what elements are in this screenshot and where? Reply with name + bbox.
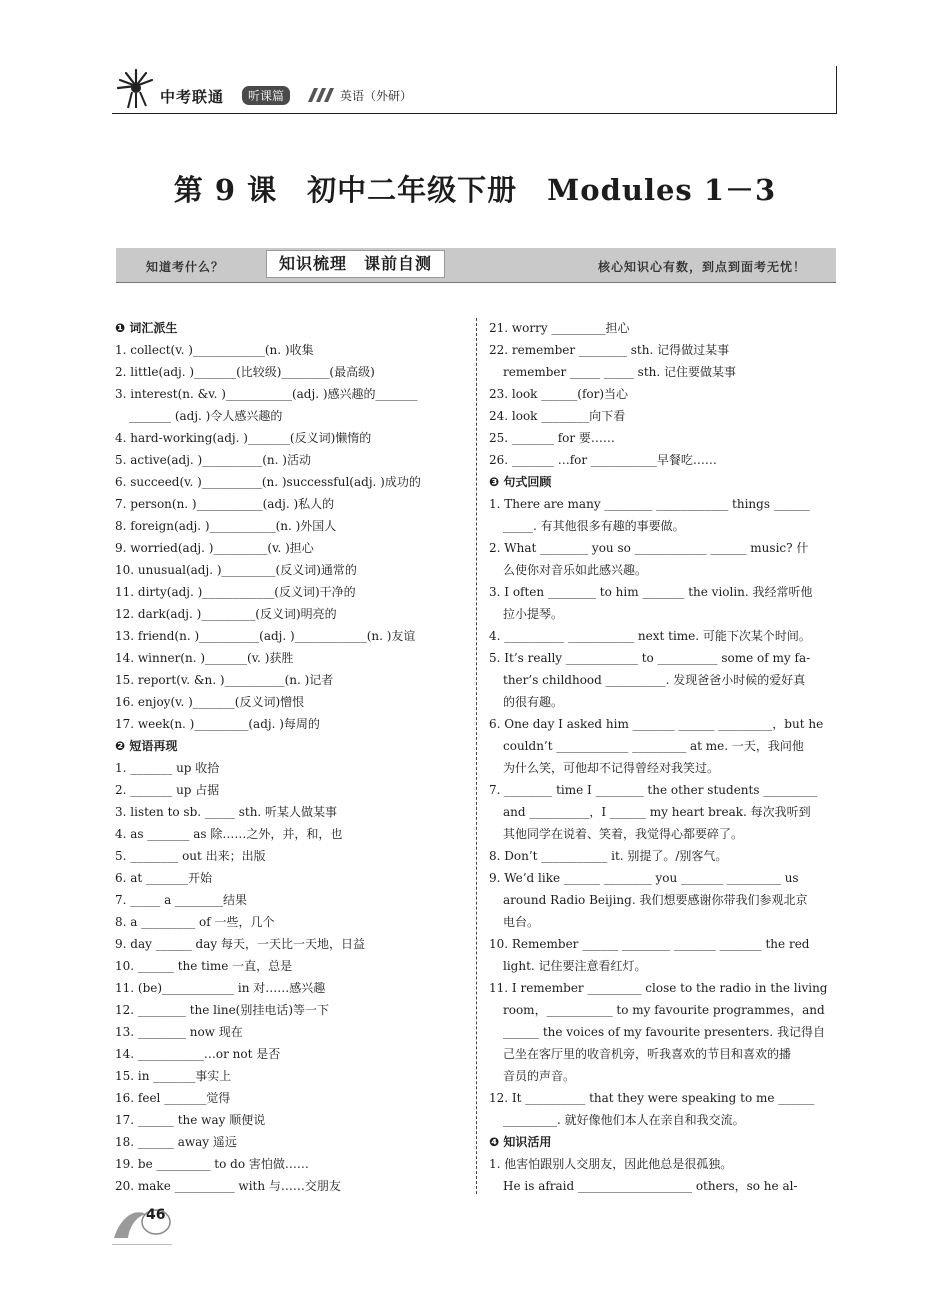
exercise-line: 5. ________ out 出来；出版	[115, 849, 266, 863]
exercise-line: _________. 就好像他们本人在亲自和我交流。	[503, 1113, 745, 1127]
exercise-line: 8. Don’t ___________ it. 别提了。/别客气。	[489, 849, 728, 863]
exercise-line: remember _____ _____ sth. 记住要做某事	[503, 365, 736, 379]
exercise-line: 9. We’d like ______ ________ you _______ _________ us	[489, 871, 799, 885]
exercise-line: 5. active(adj. )__________(n. )活动	[115, 453, 311, 467]
exercise-line: 的很有趣。	[503, 695, 564, 709]
exercise-line: 么使你对音乐如此感兴趣。	[503, 563, 648, 577]
exercise-line: 3. I often ________ to him _______ the violin. 我经常听他	[489, 585, 813, 599]
brand-name: 中考联通	[160, 88, 225, 106]
exercise-line: 11. I remember _________ close to the radio in the living	[489, 981, 828, 995]
page-number: 46	[146, 1207, 166, 1223]
header-rule	[112, 113, 837, 114]
exercise-line: 23. look ______(for)当心	[489, 387, 629, 401]
exercise-line: 3. listen to sb. _____ sth. 听某人做某事	[115, 805, 338, 819]
exercise-line: 10. unusual(adj. )_________(反义词)通常的	[115, 563, 357, 577]
exercise-line: 6. One day I asked him _______ ______ _________，but he	[489, 717, 824, 731]
exercise-line: 19. be _________ to do 害怕做……	[115, 1157, 309, 1171]
exercise-line: 14. ___________…or not 是否	[115, 1047, 281, 1061]
exercise-line: 1. collect(v. )____________(n. )收集	[115, 343, 314, 357]
exercise-line: He is afraid ___________________ others，so he al-	[503, 1179, 798, 1193]
banner-right-text: 核心知识心有数，到点到面考无忧！	[597, 260, 806, 274]
exercise-line: around Radio Beijing. 我们想要感谢你带我们参观北京	[503, 893, 808, 907]
banner-center-title: 知识梳理 课前自测	[266, 250, 445, 278]
exercise-line: 21. worry _________担心	[489, 321, 630, 335]
exercise-line: 17. week(n. )_________(adj. )每周的	[115, 717, 320, 731]
exercise-line: 8. a _________ of 一些，几个	[115, 915, 275, 929]
exercise-line: 11. (be)____________ in 对……感兴趣	[115, 981, 326, 995]
exercise-line: room，___________ to my favourite programmes，and	[503, 1003, 825, 1017]
exercise-line: 20. make __________ with 与……交朋友	[115, 1179, 341, 1193]
exercise-line: couldn’t ____________ _________ at me. 一天，我问他	[503, 739, 804, 753]
banner-left-text: 知道考什么？	[146, 260, 225, 274]
exercise-line: 10. Remember ______ ________ _______ _______ the red	[489, 937, 810, 951]
exercise-line: 电台。	[503, 915, 540, 929]
subject-label: 英语（外研）	[340, 89, 413, 103]
exercise-line: 2. _______ up 占据	[115, 783, 220, 797]
logo-icon	[112, 66, 160, 112]
section-heading: ❹ 知识活用	[489, 1135, 552, 1149]
exercise-line: 其他同学在说着、笑着，我觉得心都要碎了。	[503, 827, 744, 841]
exercise-line: 11. dirty(adj. )____________(反义词)干净的	[115, 585, 356, 599]
exercise-line: 2. What ________ you so ____________ ______ music? 什	[489, 541, 809, 555]
section-heading: ❶ 词汇派生	[115, 321, 178, 335]
exercise-line: 25. _______ for 要……	[489, 431, 615, 445]
exercise-line: 16. enjoy(v. )_______(反义词)憎恨	[115, 695, 305, 709]
exercise-line: 5. It’s really ____________ to __________ some of my fa-	[489, 651, 811, 665]
exercise-line: 为什么笑，可他却不记得曾经对我笑过。	[503, 761, 720, 775]
exercise-line: 2. little(adj. )_______(比较级)________(最高级)	[115, 365, 375, 379]
exercise-line: 12. ________ the line(别挂电话)等一下	[115, 1003, 330, 1017]
exercise-line: 1. 他害怕跟别人交朋友，因此他总是很孤独。	[489, 1157, 733, 1171]
footer-rule	[112, 1244, 172, 1245]
exercise-line: 4. __________ ___________ next time. 可能下次某个时间。	[489, 629, 811, 643]
exercise-line: 音员的声音。	[503, 1069, 576, 1083]
exercise-line: 13. friend(n. )__________(adj. )____________(n. )友谊	[115, 629, 416, 643]
exercise-line: 3. interest(n. &v. )___________(adj. )感兴趣的_______	[115, 387, 418, 401]
exercise-line: 7. person(n. )___________(adj. )私人的	[115, 497, 335, 511]
exercise-line: 16. feel _______觉得	[115, 1091, 231, 1105]
exercise-line: 9. day ______ day 每天，一天比一天地，日益	[115, 937, 365, 951]
section-heading: ❷ 短语再现	[115, 739, 178, 753]
exercise-line: 7. ________ time I ________ the other students _________	[489, 783, 818, 797]
exercise-line: 12. dark(adj. )_________(反义词)明亮的	[115, 607, 337, 621]
page-title: 第 9 课 初中二年级下册 Modules 1－3	[173, 173, 777, 207]
exercise-line: 6. at _______开始	[115, 871, 213, 885]
stripes-icon	[304, 88, 334, 102]
exercise-line: ther’s childhood __________. 发现爸爸小时候的爱好真	[503, 673, 806, 687]
exercise-line: ______ the voices of my favourite presenters. 我记得自	[503, 1025, 825, 1039]
exercise-line: 24. look ________向下看	[489, 409, 626, 423]
exercise-line: 26. _______ …for ___________早餐吃……	[489, 453, 717, 467]
section-banner	[116, 248, 836, 283]
left-column	[115, 317, 465, 1197]
exercise-line: 1. There are many ________ ____________ things ______	[489, 497, 810, 511]
right-column	[489, 317, 838, 1197]
exercise-line: 1. _______ up 收拾	[115, 761, 220, 775]
exercise-line: 拉小提琴。	[503, 607, 564, 621]
exercise-line: 己坐在客厅里的收音机旁，听我喜欢的节目和喜欢的播	[503, 1047, 792, 1061]
exercise-line: _______ (adj. )令人感兴趣的	[129, 409, 283, 423]
header-vertical-rule	[836, 66, 837, 114]
exercise-line: light. 记住要注意看红灯。	[503, 959, 647, 973]
section-heading: ❸ 句式回顾	[489, 475, 552, 489]
exercise-line: 10. ______ the time 一直，总是	[115, 959, 293, 973]
exercise-line: 12. It __________ that they were speaking to me ______	[489, 1091, 815, 1105]
exercise-line: _____. 有其他很多有趣的事要做。	[503, 519, 685, 533]
page-header	[112, 66, 837, 114]
exercise-line: 15. report(v. &n. )__________(n. )记者	[115, 673, 334, 687]
exercise-line: 18. ______ away 遥远	[115, 1135, 237, 1149]
exercise-line: 9. worried(adj. )_________(v. )担心	[115, 541, 314, 555]
exercise-line: 6. succeed(v. )__________(n. )successful(adj. )成功的	[115, 475, 421, 489]
exercise-line: 4. as _______ as 除……之外，并，和，也	[115, 827, 343, 841]
exercise-line: 15. in _______事实上	[115, 1069, 232, 1083]
exercise-line: 7. _____ a ________结果	[115, 893, 248, 907]
column-divider	[476, 318, 477, 1194]
exercise-line: 22. remember ________ sth. 记得做过某事	[489, 343, 730, 357]
exercise-line: 17. ______ the way 顺便说	[115, 1113, 266, 1127]
exercise-line: and __________，I ______ my heart break. 每次我听到	[503, 805, 811, 819]
exercise-line: 8. foreign(adj. )___________(n. )外国人	[115, 519, 337, 533]
exercise-line: 13. ________ now 现在	[115, 1025, 243, 1039]
exercise-line: 14. winner(n. )_______(v. )获胜	[115, 651, 294, 665]
exercise-line: 4. hard-working(adj. )_______(反义词)懒惰的	[115, 431, 372, 445]
series-badge: 听课篇	[242, 86, 290, 105]
